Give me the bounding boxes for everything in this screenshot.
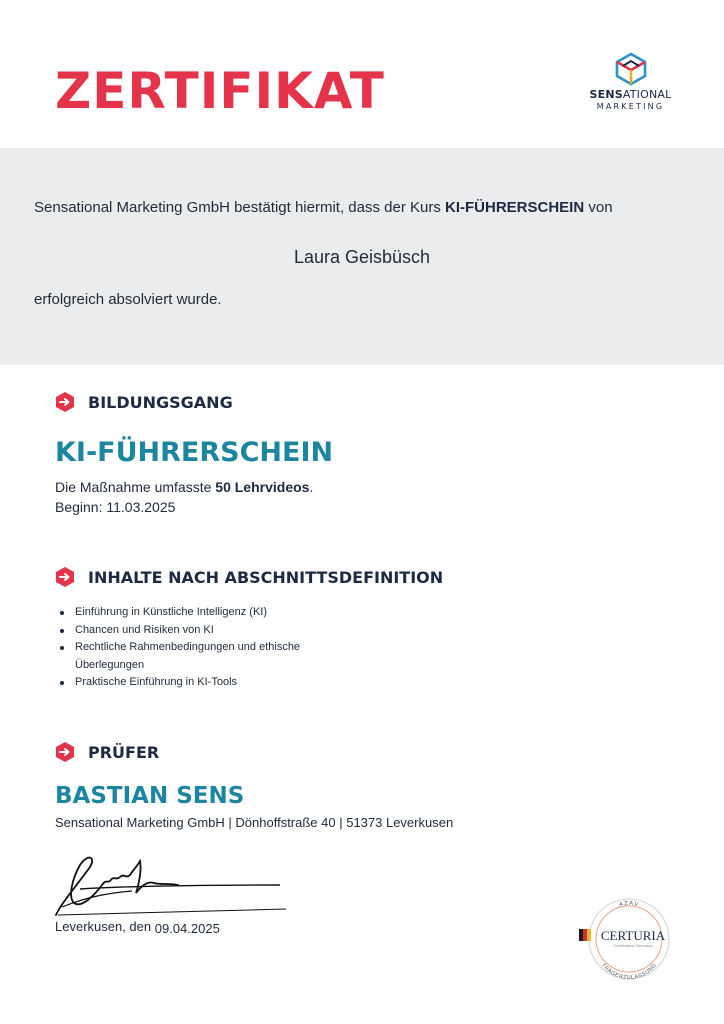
svg-text:AZAV: AZAV [618, 900, 640, 909]
arrow-hexagon-icon [54, 391, 76, 413]
svg-text:TRÄGERZULASSUNG: TRÄGERZULASSUNG [599, 962, 659, 982]
arrow-hexagon-icon [54, 566, 76, 588]
section-label: BILDUNGSGANG [88, 392, 233, 412]
list-item: Rechtliche Rahmenbedingungen und ethische Überlegungen [58, 639, 318, 674]
confirmation-text: Sensational Marketing GmbH bestätigt hiermit, dass der Kurs KI-FÜHRERSCHEIN von [34, 199, 613, 216]
list-item: Chancen und Risiken von KI [58, 622, 318, 640]
certuria-azav-seal [579, 893, 679, 985]
start-date: Beginn: 11.03.2025 [55, 499, 176, 515]
section-label: INHALTE NACH ABSCHNITTSDEFINITION [88, 567, 444, 587]
certificate-title: ZERTIFIKAT [55, 62, 385, 120]
examiner-address: Sensational Marketing GmbH | Dönhoffstraße 40 | 51373 Leverkusen [55, 815, 454, 830]
section-pruefer-header [54, 741, 159, 763]
confirmation-course: KI-FÜHRERSCHEIN [445, 199, 585, 216]
section-bildungsgang-header [54, 391, 233, 413]
course-title: KI-FÜHRERSCHEIN [55, 437, 334, 468]
logo-subline: MARKETING [596, 102, 665, 111]
handwritten-signature [52, 845, 292, 920]
cube-logo-icon [613, 52, 649, 86]
section-inhalte-header [54, 566, 443, 588]
section-label: PRÜFER [88, 742, 160, 762]
confirmation-closing: erfolgreich absolviert wurde. [34, 291, 222, 308]
recipient-name: Laura Geisbüsch [293, 247, 431, 267]
logo-wordmark: SENSATIONAL [589, 88, 672, 101]
company-logo [583, 52, 678, 111]
signature-date: Leverkusen, den 09.04.2025 [55, 919, 220, 936]
list-item: Einführung in Künstliche Intelligenz (KI) [58, 604, 318, 622]
svg-text:Certification Germany: Certification Germany [613, 943, 653, 948]
examiner-name: BASTIAN SENS [55, 783, 245, 809]
content-list [58, 604, 318, 692]
arrow-hexagon-icon [54, 741, 76, 763]
svg-text:CERTURIA: CERTURIA [600, 928, 666, 943]
list-item: Praktische Einführung in KI-Tools [58, 674, 318, 692]
measure-text: Die Maßnahme umfasste 50 Lehrvideos. [55, 479, 314, 495]
